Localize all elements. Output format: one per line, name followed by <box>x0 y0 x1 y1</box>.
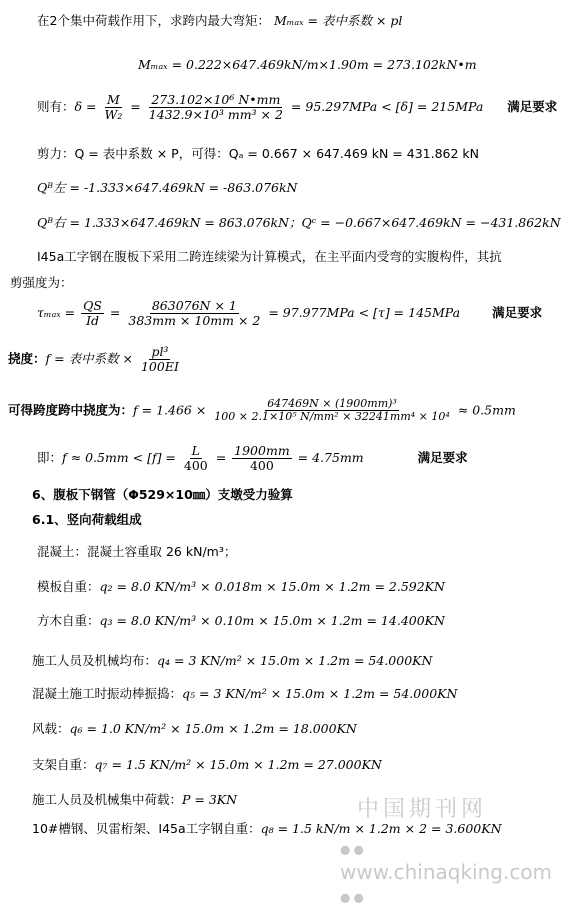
ie-label: 即： <box>37 450 63 466</box>
requirement-met-badge: 满足要求 <box>507 99 558 115</box>
watermark-dots-right: ●● <box>340 890 367 905</box>
shear-right-line: Qᴮ右 = 1.333×647.469kN = 863.076kN；Qᶜ = −0.667×647.469kN = −431.862kN <box>37 215 561 230</box>
moment-intro-line <box>37 14 402 28</box>
fraction-denominator: 383mm × 10mm × 2 <box>128 312 261 328</box>
equals-sign: = <box>105 305 125 321</box>
equals-sign: = <box>126 99 145 115</box>
moment-intro-text: 在2个集中荷载作用下，求跨内最大弯矩： <box>37 13 270 28</box>
stress-result: = 95.297MPa < [δ] = 215MPa <box>286 99 484 115</box>
crew-uniform-load-line <box>32 654 432 668</box>
timber-label: 方木自重： <box>37 613 100 628</box>
watermark-url <box>340 836 569 908</box>
fraction-denominator: 100EI <box>140 358 179 374</box>
vibration-formula: q₅ = 3 KN/m² × 15.0m × 1.2m = 54.000KN <box>182 686 458 701</box>
l-over-400-fraction <box>182 444 210 473</box>
fraction-denominator: 400 <box>249 457 274 473</box>
fraction-denominator: W₂ <box>104 106 123 122</box>
deflection-limit-check <box>37 444 468 473</box>
support-weight-line <box>32 758 382 772</box>
vibration-load-line <box>32 687 457 701</box>
shear-stress-check <box>37 299 542 328</box>
stress-value-fraction <box>147 93 285 122</box>
fraction-denominator: 1432.9×10³ mm³ × 2 <box>148 106 283 122</box>
support-formula: q₇ = 1.5 KN/m² × 15.0m × 1.2m = 27.000KN <box>94 757 382 772</box>
midspan-deflection-result: ≈ 0.5mm <box>453 402 516 418</box>
wind-label: 风载： <box>32 721 70 736</box>
formwork-weight-line <box>37 580 445 594</box>
requirement-met-badge: 满足要求 <box>417 450 468 466</box>
shear-strength-label: 剪强度为： <box>10 275 73 290</box>
fraction-numerator: 273.102×10⁶ N•mm <box>151 92 281 107</box>
qs-over-id-fraction <box>81 299 104 328</box>
then-label: 则有： <box>37 99 75 115</box>
moment-formula: Mₘₐₓ = 表中系数 × pl <box>273 13 403 28</box>
shear-value-fraction <box>126 299 262 328</box>
requirement-met-badge: 满足要求 <box>492 305 543 321</box>
deflection-limit-lhs: f ≈ 0.5mm < [f] = <box>62 450 180 466</box>
shear-result: = 97.977MPa < [τ] = 145MPa <box>264 305 461 321</box>
midspan-deflection-calc <box>8 398 516 424</box>
deflection-limit-result: = 4.75mm <box>293 450 364 466</box>
watermark-chinese-text: 中国期刊网 <box>357 797 488 822</box>
fraction-numerator: 1900mm <box>234 443 290 458</box>
span-over-400-fraction <box>232 444 292 473</box>
fraction-numerator: pl³ <box>151 344 169 359</box>
crew-point-label: 施工人员及机械集中荷载： <box>32 792 183 807</box>
bending-stress-check <box>37 93 557 122</box>
fraction-numerator: QS <box>83 298 102 313</box>
watermark-url-text: www.chinaqking.com <box>340 860 553 884</box>
deflection-label: 挠度： <box>8 351 46 367</box>
pl3-over-100ei-fraction <box>139 345 181 374</box>
section-6-heading: 6、腹板下钢管（Φ529×10㎜）支墩受力验算 <box>32 487 293 502</box>
beam-model-paragraph: I45a工字钢在腹板下采用二跨连续梁为计算模式，在主平面内受弯的实腹构件，其抗 <box>37 249 502 264</box>
tau-symbol: τₘₐₓ = <box>37 305 80 321</box>
m-over-w-fraction <box>102 93 124 122</box>
max-moment-calc: Mₘₐₓ = 0.222×647.469kN/m×1.90m = 273.102kN•m <box>138 57 477 72</box>
formwork-label: 模板自重： <box>37 579 100 594</box>
timber-formula: q₃ = 8.0 KN/m³ × 0.10m × 15.0m × 1.2m = 14.400KN <box>99 613 445 628</box>
formwork-formula: q₂ = 8.0 KN/m³ × 0.018m × 15.0m × 1.2m = 2.592KN <box>99 579 445 594</box>
steel-formula: q₈ = 1.5 kN/m × 1.2m × 2 = 3.600KN <box>260 821 502 836</box>
crew-uniform-formula: q₄ = 3 KN/m² × 15.0m × 1.2m = 54.000KN <box>157 653 433 668</box>
steel-label: 10#槽钢、贝雷桁架、I45a工字钢自重： <box>32 821 261 836</box>
midspan-deflection-label: 可得跨度跨中挠度为： <box>8 402 134 418</box>
section-6-1-heading: 6.1、竖向荷载组成 <box>32 512 142 527</box>
fraction-numerator: 647469N × (1900mm)³ <box>267 397 397 410</box>
fraction-numerator: 863076N × 1 <box>151 298 237 313</box>
crew-uniform-label: 施工人员及机械均布： <box>32 653 158 668</box>
wind-load-line <box>32 722 357 736</box>
stress-symbol: δ = <box>74 99 101 115</box>
deflection-lhs: f = 表中系数 × <box>45 351 137 367</box>
crew-point-formula: P = 3KN <box>182 792 238 807</box>
timber-weight-line <box>37 614 445 628</box>
support-label: 支架自重： <box>32 757 95 772</box>
fraction-numerator: L <box>191 443 200 458</box>
fraction-numerator: M <box>106 92 120 107</box>
fraction-denominator: 400 <box>183 457 208 473</box>
shear-left-line: Qᴮ左 = -1.333×647.469kN = -863.076kN <box>37 180 298 195</box>
wind-formula: q₆ = 1.0 KN/m² × 15.0m × 1.2m = 18.000KN <box>69 721 357 736</box>
shear-formula-line: 剪力：Q = 表中系数 × P，可得：Qₐ = 0.667 × 647.469 kN = 431.862 kN <box>37 146 480 161</box>
fraction-denominator: Id <box>86 312 100 328</box>
watermark-dots-left: ●● <box>340 842 367 857</box>
fraction-denominator: 100 × 2.1×10⁵ N/mm² × 32241mm⁴ × 10⁴ <box>214 410 450 424</box>
equals-sign: = <box>211 450 231 466</box>
midspan-deflection-lhs: f = 1.466 × <box>133 402 211 418</box>
crew-point-load-line <box>32 793 237 807</box>
deflection-value-fraction <box>212 398 452 424</box>
vibration-label: 混凝土施工时振动棒振捣： <box>32 686 183 701</box>
concrete-density-line: 混凝土：混凝土容重取 26 kN/m³； <box>37 544 237 559</box>
steel-weight-line <box>32 822 502 836</box>
deflection-formula <box>8 345 183 374</box>
